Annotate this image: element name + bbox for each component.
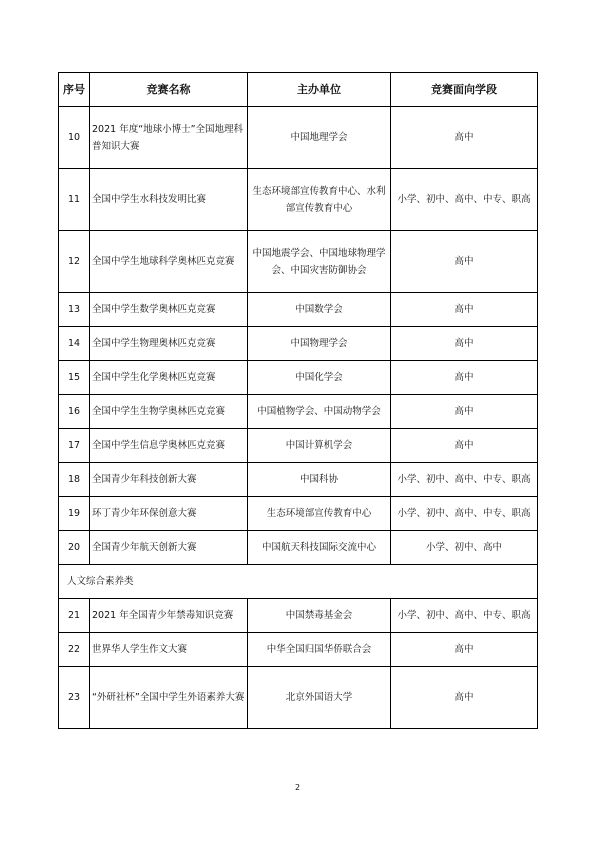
row-stage: 高中 bbox=[391, 429, 538, 463]
row-no: 18 bbox=[59, 463, 90, 497]
row-organizer: 中国计算机学会 bbox=[248, 429, 391, 463]
row-no: 14 bbox=[59, 327, 90, 361]
header-organizer: 主办单位 bbox=[248, 73, 391, 107]
table-row bbox=[59, 107, 538, 169]
header-no: 序号 bbox=[59, 73, 90, 107]
row-stage: 高中 bbox=[391, 231, 538, 293]
row-name: 全国中学生地球科学奥林匹克竞赛 bbox=[90, 231, 248, 293]
row-stage: 小学、初中、高中 bbox=[391, 531, 538, 565]
row-no: 10 bbox=[59, 107, 90, 169]
header-stage: 竞赛面向学段 bbox=[391, 73, 538, 107]
category-row bbox=[59, 565, 538, 599]
table-row bbox=[59, 327, 538, 361]
row-no: 17 bbox=[59, 429, 90, 463]
row-organizer: 生态环境部宣传教育中心 bbox=[248, 497, 391, 531]
page-number: 2 bbox=[294, 783, 301, 792]
row-name: 全国中学生数学奥林匹克竞赛 bbox=[90, 293, 248, 327]
category-label: 人文综合素养类 bbox=[59, 565, 538, 599]
row-organizer: 中华全国归国华侨联合会 bbox=[248, 633, 391, 667]
row-name: 全国中学生信息学奥林匹克竞赛 bbox=[90, 429, 248, 463]
row-name: “外研社杯”全国中学生外语素养大赛 bbox=[90, 667, 248, 729]
row-no: 11 bbox=[59, 169, 90, 231]
row-name: 2021 年全国青少年禁毒知识竞赛 bbox=[90, 599, 248, 633]
table-row bbox=[59, 463, 538, 497]
row-name: 全国青少年航天创新大赛 bbox=[90, 531, 248, 565]
row-stage: 小学、初中、高中、中专、职高 bbox=[391, 463, 538, 497]
row-no: 15 bbox=[59, 361, 90, 395]
row-name: 全国青少年科技创新大赛 bbox=[90, 463, 248, 497]
row-organizer: 中国化学会 bbox=[248, 361, 391, 395]
row-name: 全国中学生水科技发明比赛 bbox=[90, 169, 248, 231]
table-row bbox=[59, 293, 538, 327]
row-name: 2021 年度“地球小博士”全国地理科普知识大赛 bbox=[90, 107, 248, 169]
row-organizer: 生态环境部宣传教育中心、水利部宣传教育中心 bbox=[248, 169, 391, 231]
row-organizer: 中国禁毒基金会 bbox=[248, 599, 391, 633]
row-no: 20 bbox=[59, 531, 90, 565]
row-stage: 高中 bbox=[391, 293, 538, 327]
row-organizer: 中国地震学会、中国地球物理学会、中国灾害防御协会 bbox=[248, 231, 391, 293]
table-row bbox=[59, 497, 538, 531]
row-name: 世界华人学生作文大赛 bbox=[90, 633, 248, 667]
row-name: 全国中学生化学奥林匹克竞赛 bbox=[90, 361, 248, 395]
competition-table bbox=[58, 72, 538, 729]
row-organizer: 中国物理学会 bbox=[248, 327, 391, 361]
row-no: 19 bbox=[59, 497, 90, 531]
row-organizer: 中国植物学会、中国动物学会 bbox=[248, 395, 391, 429]
table-row bbox=[59, 395, 538, 429]
table-row bbox=[59, 531, 538, 565]
row-no: 21 bbox=[59, 599, 90, 633]
table-row bbox=[59, 231, 538, 293]
table-row bbox=[59, 633, 538, 667]
table-row bbox=[59, 429, 538, 463]
row-organizer: 中国科协 bbox=[248, 463, 391, 497]
row-stage: 高中 bbox=[391, 327, 538, 361]
table-row bbox=[59, 361, 538, 395]
row-name: 全国中学生物理奥林匹克竞赛 bbox=[90, 327, 248, 361]
row-stage: 高中 bbox=[391, 361, 538, 395]
table-row bbox=[59, 667, 538, 729]
header-name: 竞赛名称 bbox=[90, 73, 248, 107]
row-no: 12 bbox=[59, 231, 90, 293]
row-name: 环丁青少年环保创意大赛 bbox=[90, 497, 248, 531]
row-stage: 小学、初中、高中、中专、职高 bbox=[391, 497, 538, 531]
row-stage: 高中 bbox=[391, 107, 538, 169]
table-row bbox=[59, 169, 538, 231]
row-no: 16 bbox=[59, 395, 90, 429]
row-stage: 高中 bbox=[391, 395, 538, 429]
row-no: 22 bbox=[59, 633, 90, 667]
row-organizer: 中国数学会 bbox=[248, 293, 391, 327]
table-row bbox=[59, 599, 538, 633]
row-organizer: 北京外国语大学 bbox=[248, 667, 391, 729]
row-no: 23 bbox=[59, 667, 90, 729]
row-stage: 高中 bbox=[391, 633, 538, 667]
row-stage: 小学、初中、高中、中专、职高 bbox=[391, 599, 538, 633]
row-organizer: 中国地理学会 bbox=[248, 107, 391, 169]
row-name: 全国中学生生物学奥林匹克竞赛 bbox=[90, 395, 248, 429]
header-row bbox=[59, 73, 538, 107]
row-stage: 高中 bbox=[391, 667, 538, 729]
row-stage: 小学、初中、高中、中专、职高 bbox=[391, 169, 538, 231]
row-no: 13 bbox=[59, 293, 90, 327]
row-organizer: 中国航天科技国际交流中心 bbox=[248, 531, 391, 565]
